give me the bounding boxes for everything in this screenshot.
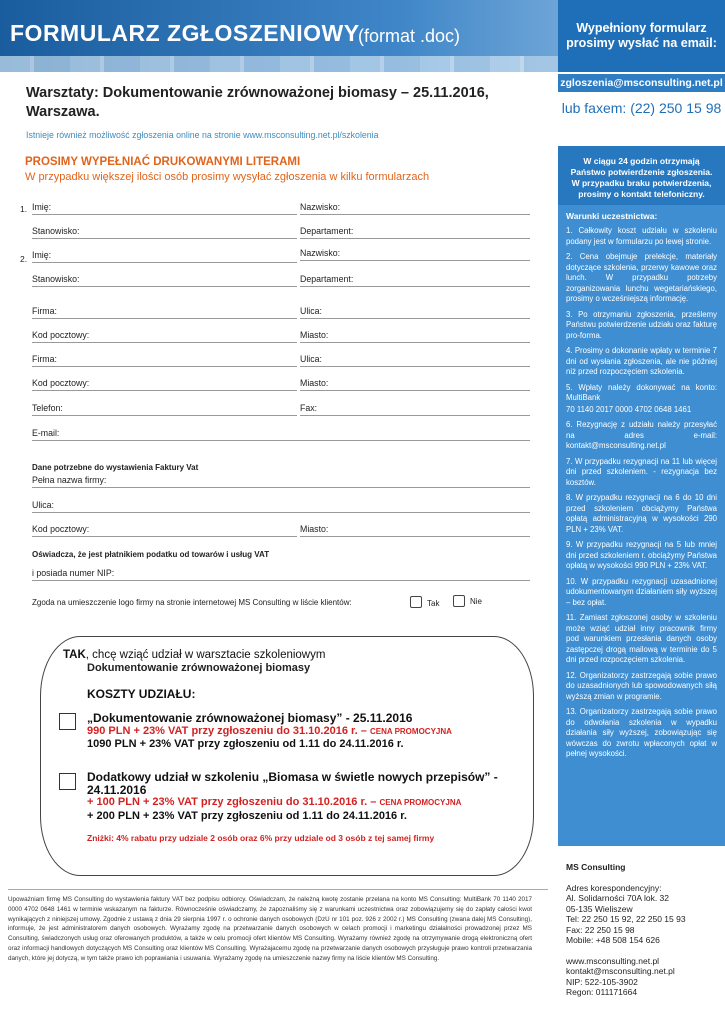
consent-yes-label: Tak [427, 599, 440, 608]
contact-email[interactable]: kontakt@msconsulting.net.pl [566, 966, 675, 976]
field-label: Imię: [32, 202, 52, 212]
department-field-2[interactable] [300, 274, 530, 287]
field-label: Ulica: [300, 306, 322, 316]
position-field-2[interactable] [32, 274, 297, 287]
field-label: Miasto: [300, 524, 329, 534]
condition-item: 4. Prosimy o dokonanie wpłaty w terminie 7 dni od wysłania zgłoszenia, ale nie później niż przed rozpoczęciem szkolenia. [566, 346, 717, 376]
discount-note: Zniżki: 4% rabatu przy udziale 2 osób oraz 6% przy udziale od 3 osób z tej samej firmy [87, 833, 435, 843]
company-field-2[interactable] [32, 354, 297, 367]
regular-price: 1090 PLN + 23% VAT przy zgłoszeniu od 1.11 do 24.11.2016 r. [87, 738, 404, 750]
promo-label: CENA PROMOCYJNA [379, 798, 462, 807]
option-title: Dodatkowy udział w szkoleniu „Biomasa w świetle nowych przepisów” - 24.11.2016 [87, 770, 498, 797]
condition-item: 10. W przypadku rezygnacji uzasadnionej udokumentowanym działaniem siły wyższej – bez opłat. [566, 576, 717, 607]
first-name-field-2[interactable] [32, 250, 297, 263]
order-box [40, 636, 534, 876]
person-number: 2. [20, 254, 28, 264]
consent-yes-checkbox[interactable] [410, 596, 422, 608]
fax-field[interactable] [300, 403, 530, 416]
address-line: Al. Solidarności 70A lok. 32 [566, 893, 670, 903]
field-label: Stanowisko: [32, 274, 80, 284]
extra-training-option [87, 771, 517, 822]
field-label: Departament: [300, 226, 354, 236]
tak-label: TAK [63, 649, 86, 661]
field-label: Miasto: [300, 378, 329, 388]
first-name-field-1[interactable] [32, 202, 297, 215]
company-nip: NIP: 522-105-3902 [566, 976, 638, 987]
field-label: i posiada numer NIP: [32, 568, 115, 578]
field-label: Stanowisko: [32, 226, 80, 236]
postal-code-field-2[interactable] [32, 378, 297, 391]
address-line: 05-135 Wieliszew [566, 903, 633, 914]
promo-label: CENA PROMOCYJNA [369, 726, 452, 736]
postal-code-field[interactable] [32, 330, 297, 343]
department-field-1[interactable] [300, 226, 530, 239]
consent-no-checkbox[interactable] [453, 595, 465, 607]
send-instruction-text: Wypełniony formularz prosimy wysłać na email: [566, 21, 717, 50]
sidebar-info-panel [558, 146, 725, 846]
street-field[interactable] [300, 306, 530, 319]
consent-no-label: Nie [470, 597, 483, 606]
condition-item: 1. Całkowity koszt udziału w szkoleniu podany jest w formularzu po lewej stronie. [566, 226, 717, 246]
workshop-title: Warsztaty: Dokumentowanie zrównoważonej biomasy – 25.11.2016, Warszawa. [26, 85, 489, 120]
field-label: Miasto: [300, 330, 329, 340]
last-name-field-2[interactable] [300, 248, 530, 261]
company-info [566, 862, 721, 998]
option-title: „Dokumentowanie zrównoważonej biomasy” - 25.11.2016 [87, 711, 413, 725]
field-label: Ulica: [300, 354, 322, 364]
email-field[interactable] [32, 428, 530, 441]
invoice-city-field[interactable] [300, 524, 530, 537]
field-label: Kod pocztowy: [32, 330, 90, 340]
online-registration-note: Istnieje również możliwość zgłoszenia online na stronie www.msconsulting.net.pl/szkolenia [26, 130, 379, 140]
conditions-box [558, 205, 725, 846]
company-field[interactable] [32, 306, 297, 319]
main-form [0, 72, 556, 1024]
order-workshop-name: Dokumentowanie zrównoważonej biomasy [87, 662, 311, 674]
costs-heading: KOSZTY UDZIAŁU: [87, 687, 196, 701]
sidebar [558, 0, 725, 1024]
last-name-field-1[interactable] [300, 202, 530, 215]
condition-item: 13. Organizatorzy zastrzegają sobie prawo do odwołania szkolenia w wypadku działania siły wyższej, zobowiązując się wówczas do zwrotu wpłaconych opłat w pełnej wysokości. [566, 707, 717, 758]
field-label: Kod pocztowy: [32, 524, 90, 534]
condition-item: 9. W przypadku rezygnacji na 5 lub mniej dni przed szkoleniem r. obciążymy Państwa opłatą w wysokości 990 PLN + 23% VAT. [566, 540, 717, 570]
send-instruction [558, 0, 725, 72]
logo-consent-label: Zgoda na umieszczenie logo firmy na stronie internetowej MS Consulting w liście klientów: [32, 598, 352, 607]
address-label: Adres korespondencyjny: [566, 882, 662, 893]
extra-training-checkbox[interactable] [59, 773, 76, 790]
bank-account: 70 1140 2017 0000 4702 0648 1461 [566, 404, 692, 414]
condition-item: 8. W przypadku rezygnacji na 6 do 10 dni przed szkoleniem obciążymy Państwa opłatą administracyjną w wysokości 290 PLN + 23% VAT. [566, 493, 717, 534]
promo-price: 990 PLN + 23% VAT przy zgłoszeniu do 31.10.2016 r. – [87, 724, 367, 737]
participation-statement [63, 649, 325, 661]
print-letters-note: PROSIMY WYPEŁNIAĆ DRUKOWANYMI LITERAMI [25, 156, 301, 168]
format-label: (format .doc) [358, 26, 461, 46]
invoice-street-field[interactable] [32, 500, 530, 513]
workshop-checkbox[interactable] [59, 713, 76, 730]
page-title: FORMULARZ ZGŁOSZENIOWY [10, 20, 360, 46]
mobile: Mobile: +48 508 154 626 [566, 935, 660, 945]
city-field-2[interactable] [300, 378, 530, 391]
fax: Fax: 22 250 15 98 [566, 924, 635, 935]
invoice-postal-code-field[interactable] [32, 524, 297, 537]
field-label: Kod pocztowy: [32, 378, 90, 388]
submission-fax: lub faxem: (22) 250 15 98 [561, 100, 722, 116]
condition-item: 2. Cena obejmuje prelekcje, materiały dotyczące szkolenia, przerwy kawowe oraz lunch. W przypadku potrzeby zorganizowania lunchu wegetariańskiego, prosimy o wcześniejszą informację. [566, 252, 717, 303]
full-company-name-field[interactable] [32, 475, 530, 488]
condition-item: 5. Wpłaty należy dokonywać na konto: MultiBank [566, 382, 717, 402]
invoice-section-title: Dane potrzebne do wystawienia Faktury Vat [32, 463, 199, 472]
field-label: Telefon: [32, 403, 63, 413]
field-label: Fax: [300, 403, 318, 413]
website-link[interactable]: www.msconsulting.net.pl [566, 955, 660, 966]
phone: Tel: 22 250 15 92, 22 250 15 93 [566, 914, 686, 924]
field-label: Departament: [300, 274, 354, 284]
city-field[interactable] [300, 330, 530, 343]
street-field-2[interactable] [300, 354, 530, 367]
phone-field[interactable] [32, 403, 297, 416]
field-label: Firma: [32, 306, 57, 316]
field-label: E-mail: [32, 428, 60, 438]
position-field-1[interactable] [32, 226, 297, 239]
field-label: Ulica: [32, 500, 54, 510]
company-name: MS Consulting [566, 862, 626, 872]
field-label: Imię: [32, 250, 52, 260]
vat-declaration: Oświadcza, że jest płatnikiem podatku od towarów i usług VAT [32, 550, 270, 559]
field-label: Firma: [32, 354, 57, 364]
multiple-persons-note: W przypadku większej ilości osób prosimy wysyłać zgłoszenia w kilku formularzach [25, 171, 430, 183]
person-number: 1. [20, 204, 28, 214]
regular-price: + 200 PLN + 23% VAT przy zgłoszeniu od 1.11 do 24.11.2016 r. [87, 809, 407, 822]
condition-item: 6. Rezygnację z udziału należy przesyłać na adres e-mail: kontakt@msconsulting.net.pl [566, 420, 717, 450]
field-label: Nazwisko: [300, 202, 341, 212]
participation-text: , chcę wziąć udział w warsztacie szkoleniowym [85, 649, 326, 661]
workshop-price-option [87, 712, 517, 751]
field-label: Pełna nazwa firmy: [32, 475, 107, 485]
field-label: Nazwisko: [300, 248, 341, 258]
condition-item: 7. W przypadku rezygnacji na 11 lub więcej dni przed szkoleniem. - rezygnacja bez kosztów. [566, 456, 717, 487]
confirmation-notice: W ciągu 24 godzin otrzymają Państwo potwierdzenie zgłoszenia. W przypadku braku potwierdzenia, prosimy o kontakt telefoniczny. [570, 156, 713, 199]
condition-item: 12. Organizatorzy zastrzegają sobie prawo do uzasadnionych lub spowodowanych siłą wyższą zmian w programie. [566, 670, 717, 701]
nip-field[interactable] [32, 568, 530, 581]
condition-item: 11. Zamiast zgłoszonej osoby w szkoleniu może wziąć udział inny pracownik firmy pod warunkiem przesłania danych osoby zastępczej drogą mailową w terminie do 5 dni przed rozpoczęciem szkolenia. [566, 613, 717, 664]
conditions-title: Warunki uczestnictwa: [566, 211, 658, 221]
condition-item: 3. Po otrzymaniu zgłoszenia, prześlemy Państwu potwierdzenie udziału oraz fakturę pro-forma. [566, 309, 717, 340]
company-regon: Regon: 011171664 [566, 987, 638, 997]
promo-price: + 100 PLN + 23% VAT przy zgłoszeniu do 31.10.2016 r. – [87, 796, 377, 808]
submission-email[interactable]: zgloszenia@msconsulting.net.pl [558, 74, 725, 92]
divider [8, 889, 548, 890]
legal-consent-text: Upoważniam firmę MS Consulting do wystawienia faktury VAT bez podpisu odbiorcy. Oświadczam, że należną kwotę zostanie przelana na konto MS Consulting: MultiBank 70 1140 2017 0000 4702 0648 1461 w terminie wskazanym na fakturze. Równocześnie oświadczamy, że zapoznaliśmy się z warunkami uczestnictwa oraz zobowiązujemy się do zapłaty całości kwot wynikających z niniejszej umowy. Zgodnie z ustawą z dnia 29 sierpnia 1997 r. o ochronie danych osobowych (DzU nr 101 poz. 926 z 2002 r.) MS Consulting (zwana dalej MS Consulting), informuje, że jest administratorem danych osobowych. Wyrażamy zgodę na przetwarzanie danych osobowych w celach promocji i marketingu działalności prowadzonej przez MS Consulting, świadczonych usług oraz oferowanych produktów, a także w celu promocji ofert klientów MS Consulting. Wyrażamy również zgodę na otrzymywanie drogą elektroniczną ofert oraz informacji handlowych dotyczących MS Consulting oraz klientów MS Consulting. Wyrażajacemu zgodę na przetwarzanie danych osobowych przysługuje prawo kontroli przetwarzania danych, które jej dotyczą, w tym także prawo ich poprawiania i usuwania. Wyrażamy zgodę na umieszczenie nazwy firmy na liście klientów MS Consulting. [8, 896, 532, 962]
